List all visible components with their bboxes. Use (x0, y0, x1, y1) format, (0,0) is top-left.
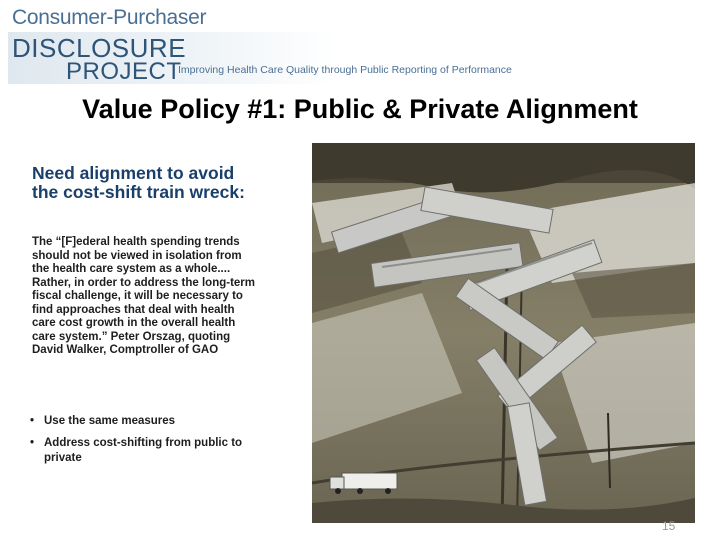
bullet-item (28, 436, 278, 466)
quote-text: The “[F]ederal health spending trends should not be viewed in isolation from the health care system as a whole.... Rather, in order to address the long-term fiscal challenge, it will be necessary to find approaches that deal with health care cost growth in the overall health care system.” Peter Orszag, quoting David Walker, Comptroller of GAO (32, 236, 256, 356)
page-number: 15 (662, 519, 676, 533)
logo-tagline: Improving Health Care Quality through Public Reporting of Performance (178, 64, 512, 76)
bullet-icon: • (30, 415, 35, 427)
logo (8, 6, 528, 86)
bullet-item (28, 414, 278, 429)
slide-title: Value Policy #1: Public & Private Alignment (82, 94, 638, 124)
bullet-text: Address cost-shifting from public to private (44, 437, 243, 464)
logo-line-3: PROJECT (66, 58, 182, 85)
slide-heading: Need alignment to avoid the cost-shift train wreck: (32, 163, 245, 202)
bullet-list (28, 414, 278, 473)
logo-line-2: DISCLOSURE (12, 33, 187, 63)
logo-line-1: Consumer-Purchaser (12, 6, 207, 29)
train-wreck-photo (312, 143, 695, 523)
bullet-text: Use the same measures (44, 415, 176, 427)
bullet-icon: • (30, 437, 35, 449)
train-wreck-image (312, 143, 695, 523)
